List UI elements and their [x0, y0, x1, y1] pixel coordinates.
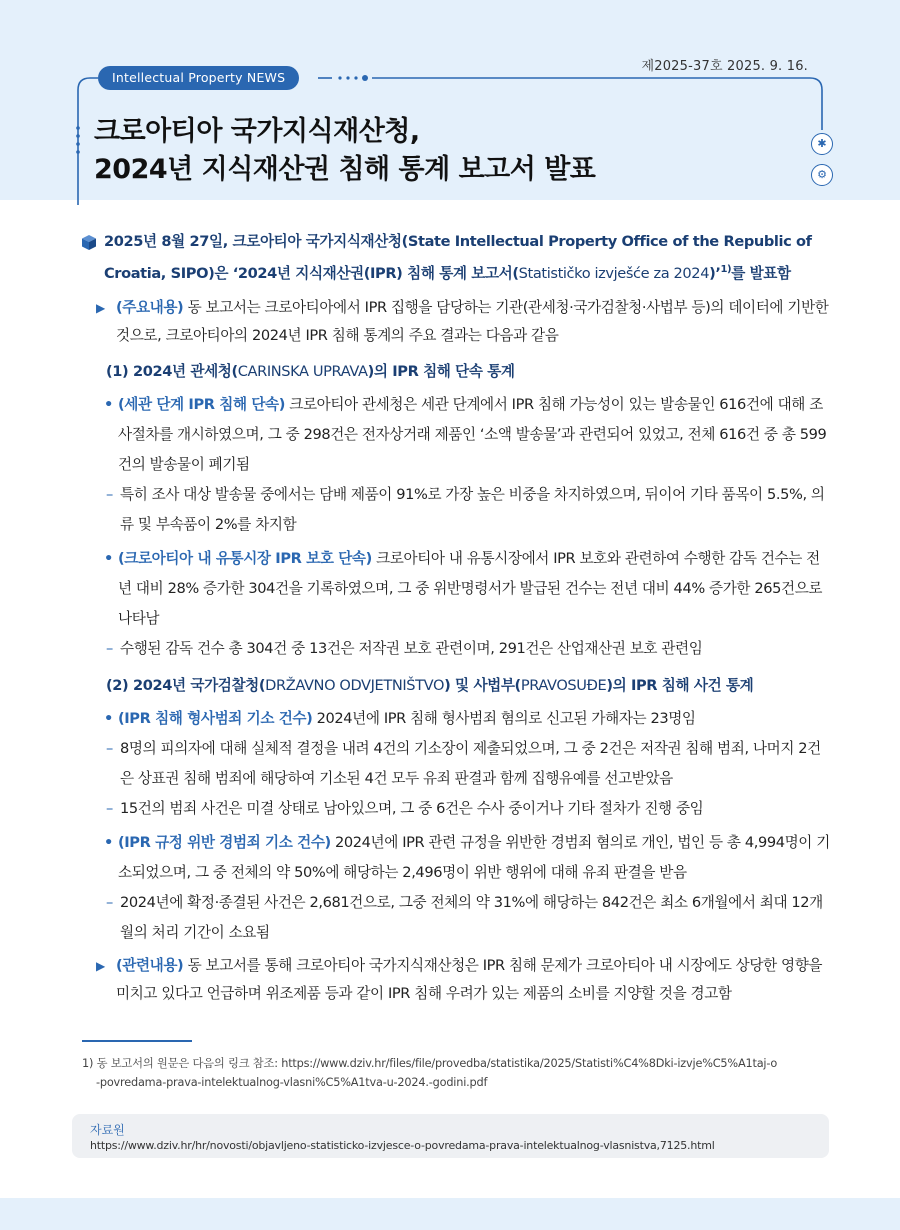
- dot-bullet-icon: •: [104, 709, 113, 727]
- lead-quote-close: )’: [709, 264, 721, 282]
- footnote-line-2: -povredama-prava-intelektualnog-vlasni%C5%A1tva-u-2024.-godini.pdf: [96, 1076, 488, 1089]
- section-1-heading-c: )의 IPR 침해 단속 통계: [367, 362, 515, 380]
- related-paragraph: [82, 952, 830, 1008]
- related-tag: (관련내용): [116, 956, 184, 974]
- dash-text: 15건의 범죄 사건은 미결 상태로 남아있으며, 그 중 6건은 수사 중이거나 기타 절차가 진행 중임: [120, 799, 704, 817]
- footnote-line-1: 1) 동 보고서의 원문은 다음의 링크 참조: https://www.dziv.hr/files/file/provedba/statistika/2025/Statisti%C4%8Dki-izvje%C5%A1taj-o: [82, 1057, 778, 1070]
- dash-item: [82, 480, 830, 540]
- title-line-2: 2024년 지식재산권 침해 통계 보고서 발표: [94, 154, 596, 185]
- related-text: 동 보고서를 통해 크로아티아 국가지식재산청은 IPR 침해 문제가 크로아티아 내 시장에도 상당한 영향을 미치고 있다고 언급하며 위조제품 등과 같이 IPR 침해 우려가 있는 제품의 소비를 지양할 것을 경고함: [116, 956, 823, 1002]
- source-box: [72, 1114, 829, 1158]
- cube-bullet-icon: [82, 235, 96, 250]
- section-2-heading-b: DRŽAVNO ODVJETNIŠTVO: [265, 676, 445, 694]
- bullet-text: 2024년에 IPR 침해 형사범죄 혐의로 신고된 가해자는 23명임: [312, 709, 696, 727]
- dash-bullet-icon: –: [106, 485, 113, 503]
- footer-band: [0, 1198, 900, 1230]
- dash-bullet-icon: –: [106, 799, 113, 817]
- network-icon: ⚙: [811, 164, 833, 186]
- bullet-tag: (IPR 규정 위반 경범죄 기소 건수): [118, 833, 331, 851]
- bullet-item: [82, 390, 830, 480]
- section-1-heading-b: CARINSKA UPRAVA: [237, 362, 368, 380]
- bullet-tag: (IPR 침해 형사범죄 기소 건수): [118, 709, 313, 727]
- lead-line-2: Croatia, SIPO)은 ‘2024년 지식재산권(IPR) 침해 통계 보고서(: [104, 264, 519, 282]
- bullet-text: 크로아티아 내 유통시장에서 IPR 보호와 관련하여 수행한 감독 건수는 전년 대비 28% 증가한 304건을 기록하였으며, 그 중 위반명령서가 발급된 건수는 전년 대비 44% 증가한 265건으로 나타남: [118, 549, 823, 627]
- section-2-heading-e: )의 IPR 침해 사건 통계: [606, 676, 754, 694]
- article-body: [82, 228, 830, 1008]
- section-1-heading: [82, 358, 830, 386]
- dot-bullet-icon: •: [104, 395, 113, 413]
- dash-text: 수행된 감독 건수 총 304건 중 13건은 저작권 보호 관련이며, 291건은 산업재산권 보호 관련임: [120, 639, 703, 657]
- globe-icon: ✱: [811, 133, 833, 155]
- bullet-text: 크로아티아 관세청은 세관 단계에서 IPR 침해 가능성이 있는 발송물인 616건에 대해 조사절차를 개시하였으며, 그 중 298건은 전자상거래 제품인 ‘소액 발송물’과 관련되어 있었고, 전체 616건 중 총 599건의 발송물이 폐기됨: [118, 395, 827, 473]
- footnote: [82, 1054, 832, 1092]
- triangle-bullet-icon: ▶: [96, 958, 105, 973]
- dash-item: [82, 888, 830, 948]
- bullet-item: [82, 828, 830, 888]
- title-line-1: 크로아티아 국가지식재산청,: [94, 116, 420, 147]
- dot-bullet-icon: •: [104, 549, 113, 567]
- section-2-heading-a: (2) 2024년 국가검찰청(: [106, 676, 266, 694]
- newsletter-label: Intellectual Property NEWS: [98, 66, 299, 90]
- dash-bullet-icon: –: [106, 639, 113, 657]
- lead-paragraph: [82, 228, 830, 288]
- footnote-divider: [82, 1040, 192, 1042]
- section-2-heading-c: ) 및 사법부(: [444, 676, 521, 694]
- section-2-heading: [82, 672, 830, 700]
- bullet-item: [82, 704, 830, 734]
- dot-bullet-icon: •: [104, 833, 113, 851]
- bullet-text: 2024년에 IPR 관련 규정을 위반한 경범죄 혐의로 개인, 법인 등 총 4,994명이 기소되었으며, 그 중 전체의 약 50%에 해당하는 2,496명이 위반 행위에 대해 유죄 판결을 받음: [118, 833, 830, 881]
- dash-bullet-icon: –: [106, 893, 113, 911]
- section-2-heading-d: PRAVOSUĐE: [520, 676, 607, 694]
- bullet-tag: (크로아티아 내 유통시장 IPR 보호 단속): [118, 549, 372, 567]
- summary-text: 동 보고서는 크로아티아에서 IPR 집행을 담당하는 기관(관세청·국가검찰청·사법부 등)의 데이터에 기반한 것으로, 크로아티아의 2024년 IPR 침해 통계의 주요 결과는 다음과 같음: [116, 298, 829, 344]
- bullet-tag: (세관 단계 IPR 침해 단속): [118, 395, 286, 413]
- lead-line-1: 2025년 8월 27일, 크로아티아 국가지식재산청(State Intellectual Property Office of the Republic of: [104, 233, 812, 250]
- dash-item: [82, 794, 830, 824]
- dash-text: 8명의 피의자에 대해 실체적 결정을 내려 4건의 기소장이 제출되었으며, 그 중 2건은 저작권 침해 범죄, 나머지 2건은 상표권 침해 범죄에 해당하여 기소된 4건 모두 유죄 판결과 함께 집행유예를 선고받았음: [120, 739, 821, 787]
- lead-tail: 를 발표함: [731, 264, 791, 282]
- footnote-ref: 1): [720, 264, 732, 275]
- source-label: 자료원: [90, 1123, 125, 1137]
- dash-bullet-icon: –: [106, 739, 113, 757]
- page-title: [94, 113, 794, 189]
- triangle-bullet-icon: ▶: [96, 300, 105, 315]
- summary-tag: (주요내용): [116, 298, 184, 316]
- summary-paragraph: [82, 294, 830, 350]
- lead-report-title: Statističko izvješće za 2024: [518, 264, 710, 282]
- dash-item: [82, 734, 830, 794]
- issue-number-date: 제2025-37호 2025. 9. 16.: [641, 59, 808, 74]
- dash-text: 특히 조사 대상 발송물 중에서는 담배 제품이 91%로 가장 높은 비중을 차지하였으며, 뒤이어 기타 품목이 5.5%, 의류 및 부속품이 2%를 차지함: [120, 485, 825, 533]
- dash-item: [82, 634, 830, 664]
- source-link[interactable]: https://www.dziv.hr/hr/novosti/objavljeno-statisticko-izvjesce-o-povredama-prava-intelektualnog-vlasnistva,7125.html: [90, 1139, 715, 1152]
- section-1-heading-a: (1) 2024년 관세청(: [106, 362, 238, 380]
- dash-text: 2024년에 확정·종결된 사건은 2,681건으로, 그중 전체의 약 31%에 해당하는 842건은 최소 6개월에서 최대 12개월의 처리 기간이 소요됨: [120, 893, 823, 941]
- bullet-item: [82, 544, 830, 634]
